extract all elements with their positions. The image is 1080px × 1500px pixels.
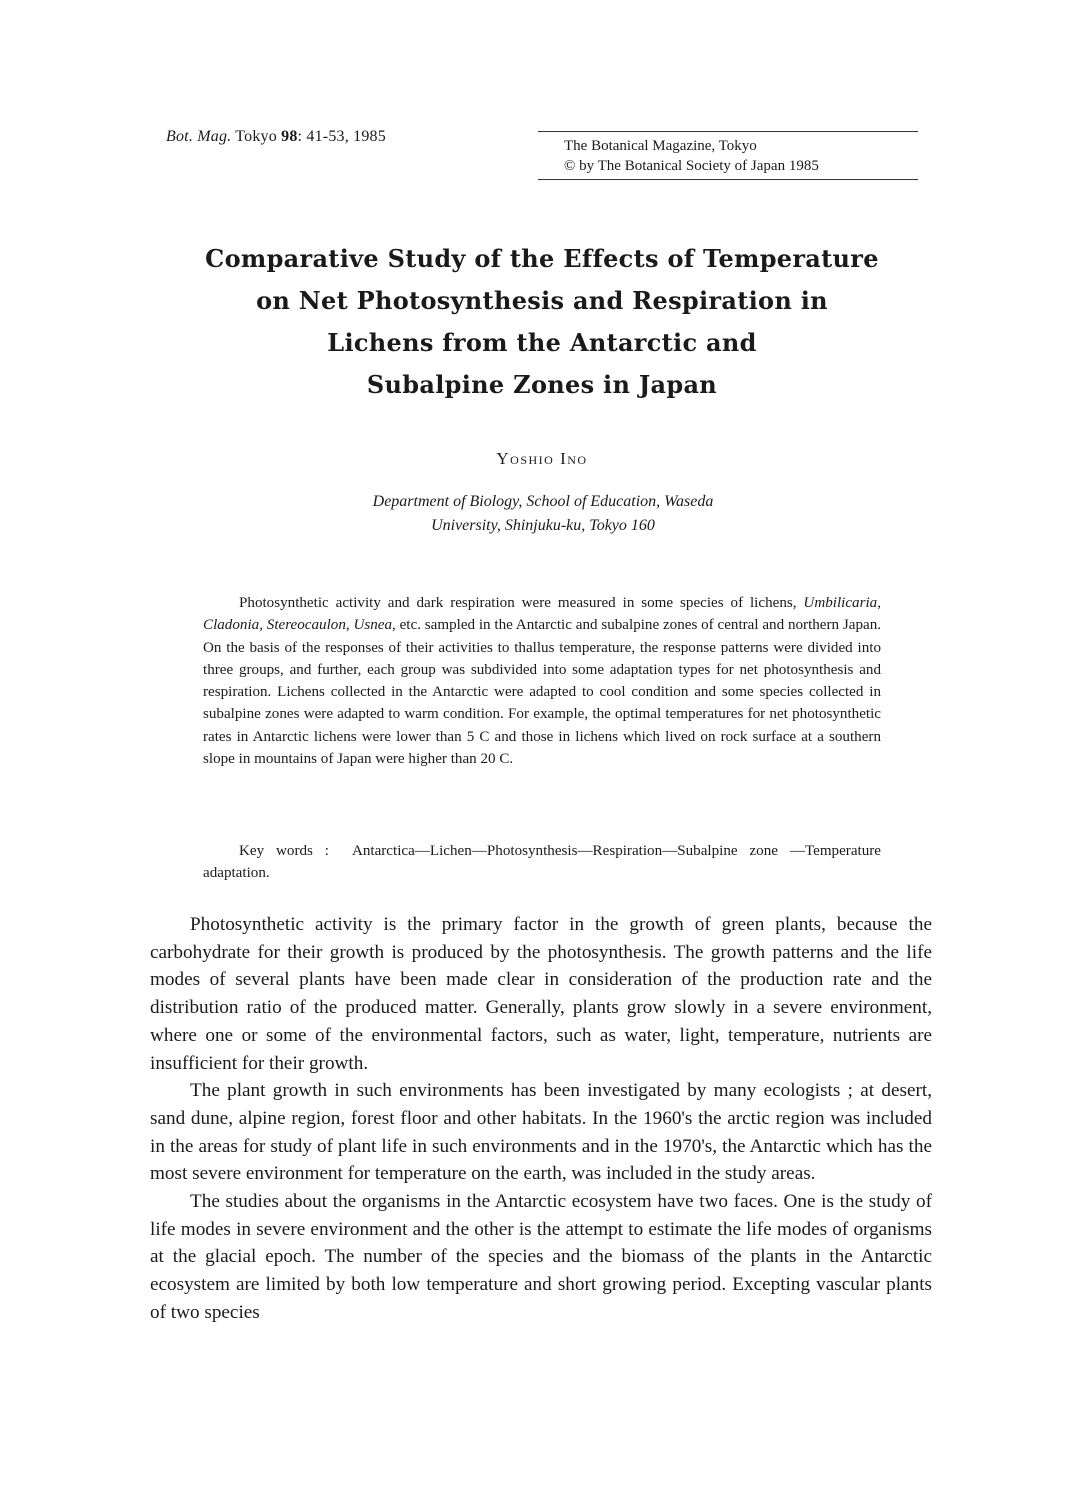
citation-volume: 98 xyxy=(281,128,298,145)
citation-journal: Bot. Mag. xyxy=(166,128,232,145)
separator: , xyxy=(877,595,881,611)
journal-citation xyxy=(166,128,386,146)
genus-name: Cladonia xyxy=(203,617,260,634)
separator: , xyxy=(345,617,354,634)
keywords-list: Antarctica—Lichen—Photosynthesis—Respiration—Subalpine zone —Temperature adaptation. xyxy=(203,843,881,882)
title-line: Subalpine Zones in Japan xyxy=(366,370,718,399)
keywords xyxy=(203,840,881,885)
abstract xyxy=(203,592,881,770)
body-paragraph: Photosynthetic activity is the primary factor in the growth of green plants, because the carbohydrate for their growth is produced by the photosynthesis. The growth patterns and the life modes of several plants have been made clear in consideration of the production rate and the distribution ratio of the produced matter. Generally, plants grow slowly in a severe environment, where one or some of the environmental factors, such as water, light, temperature, nutrients are insufficient for their growth. xyxy=(150,914,932,1074)
publisher-line-1: The Botanical Magazine, Tokyo xyxy=(564,138,757,154)
keywords-label: Key words : xyxy=(239,843,329,859)
genus-name: Usnea xyxy=(353,617,393,634)
publisher-box xyxy=(538,131,918,180)
body-paragraph: The plant growth in such environments has been investigated by many ecologists ; at desert, sand dune, alpine region, forest floor and other habitats. In the 1960's the arctic region was included in the areas for study of plant life in such environments and in the 1970's, the Antarctic which has the most severe environment for temperature on the earth, was included in the study areas. xyxy=(150,1080,932,1185)
citation-pages: : 41-53, 1985 xyxy=(297,128,386,145)
affiliation-line-2: University, Shinjuku-ku, Tokyo 160 xyxy=(431,517,655,534)
affiliation-line-1: Department of Biology, School of Education, Waseda xyxy=(372,493,714,510)
author-name: Yoshio Ino xyxy=(496,449,588,468)
body-paragraph: The studies about the organisms in the Antarctic ecosystem have two faces. One is the study of life modes in severe environment and the other is the attempt to estimate the life modes of organisms at the glacial epoch. The number of the species and the biomass of the plants in the Antarctic ecosystem are limited by both low temperature and short growing period. Excepting vascular plants of two species xyxy=(150,1191,932,1323)
citation-city: Tokyo xyxy=(235,128,277,145)
abstract-text: Photosynthetic activity and dark respiration were measured in some species of lichens, xyxy=(239,595,804,611)
title-line: Lichens from the Antarctic and xyxy=(327,328,757,357)
article-title xyxy=(120,238,964,406)
title-line: on Net Photosynthesis and Respiration in xyxy=(256,286,828,315)
separator: , xyxy=(259,617,267,634)
publisher-line-2: © by The Botanical Society of Japan 1985 xyxy=(564,158,819,174)
title-line: Comparative Study of the Effects of Temperature xyxy=(205,244,879,273)
abstract-text: , etc. sampled in the Antarctic and subalpine zones of central and northern Japan. On the basis of the responses of their activities to thallus temperature, the response patterns were divided into three groups, and further, each group was subdivided into some adaptation types for net photosynthesis and respiration. Lichens collected in the Antarctic were adapted to cool condition and some species collected in subalpine zones were adapted to warm condition. For example, the optimal temperatures for net photosynthetic rates in Antarctic lichens were lower than 5 C and those in lichens which lived on rock surface at a southern slope in mountains of Japan were higher than 20 C. xyxy=(203,617,882,768)
genus-name: Umbilicaria xyxy=(803,595,878,611)
genus-name: Stereocaulon xyxy=(266,617,346,634)
author-affiliation xyxy=(140,490,946,538)
body-text xyxy=(150,911,932,1327)
